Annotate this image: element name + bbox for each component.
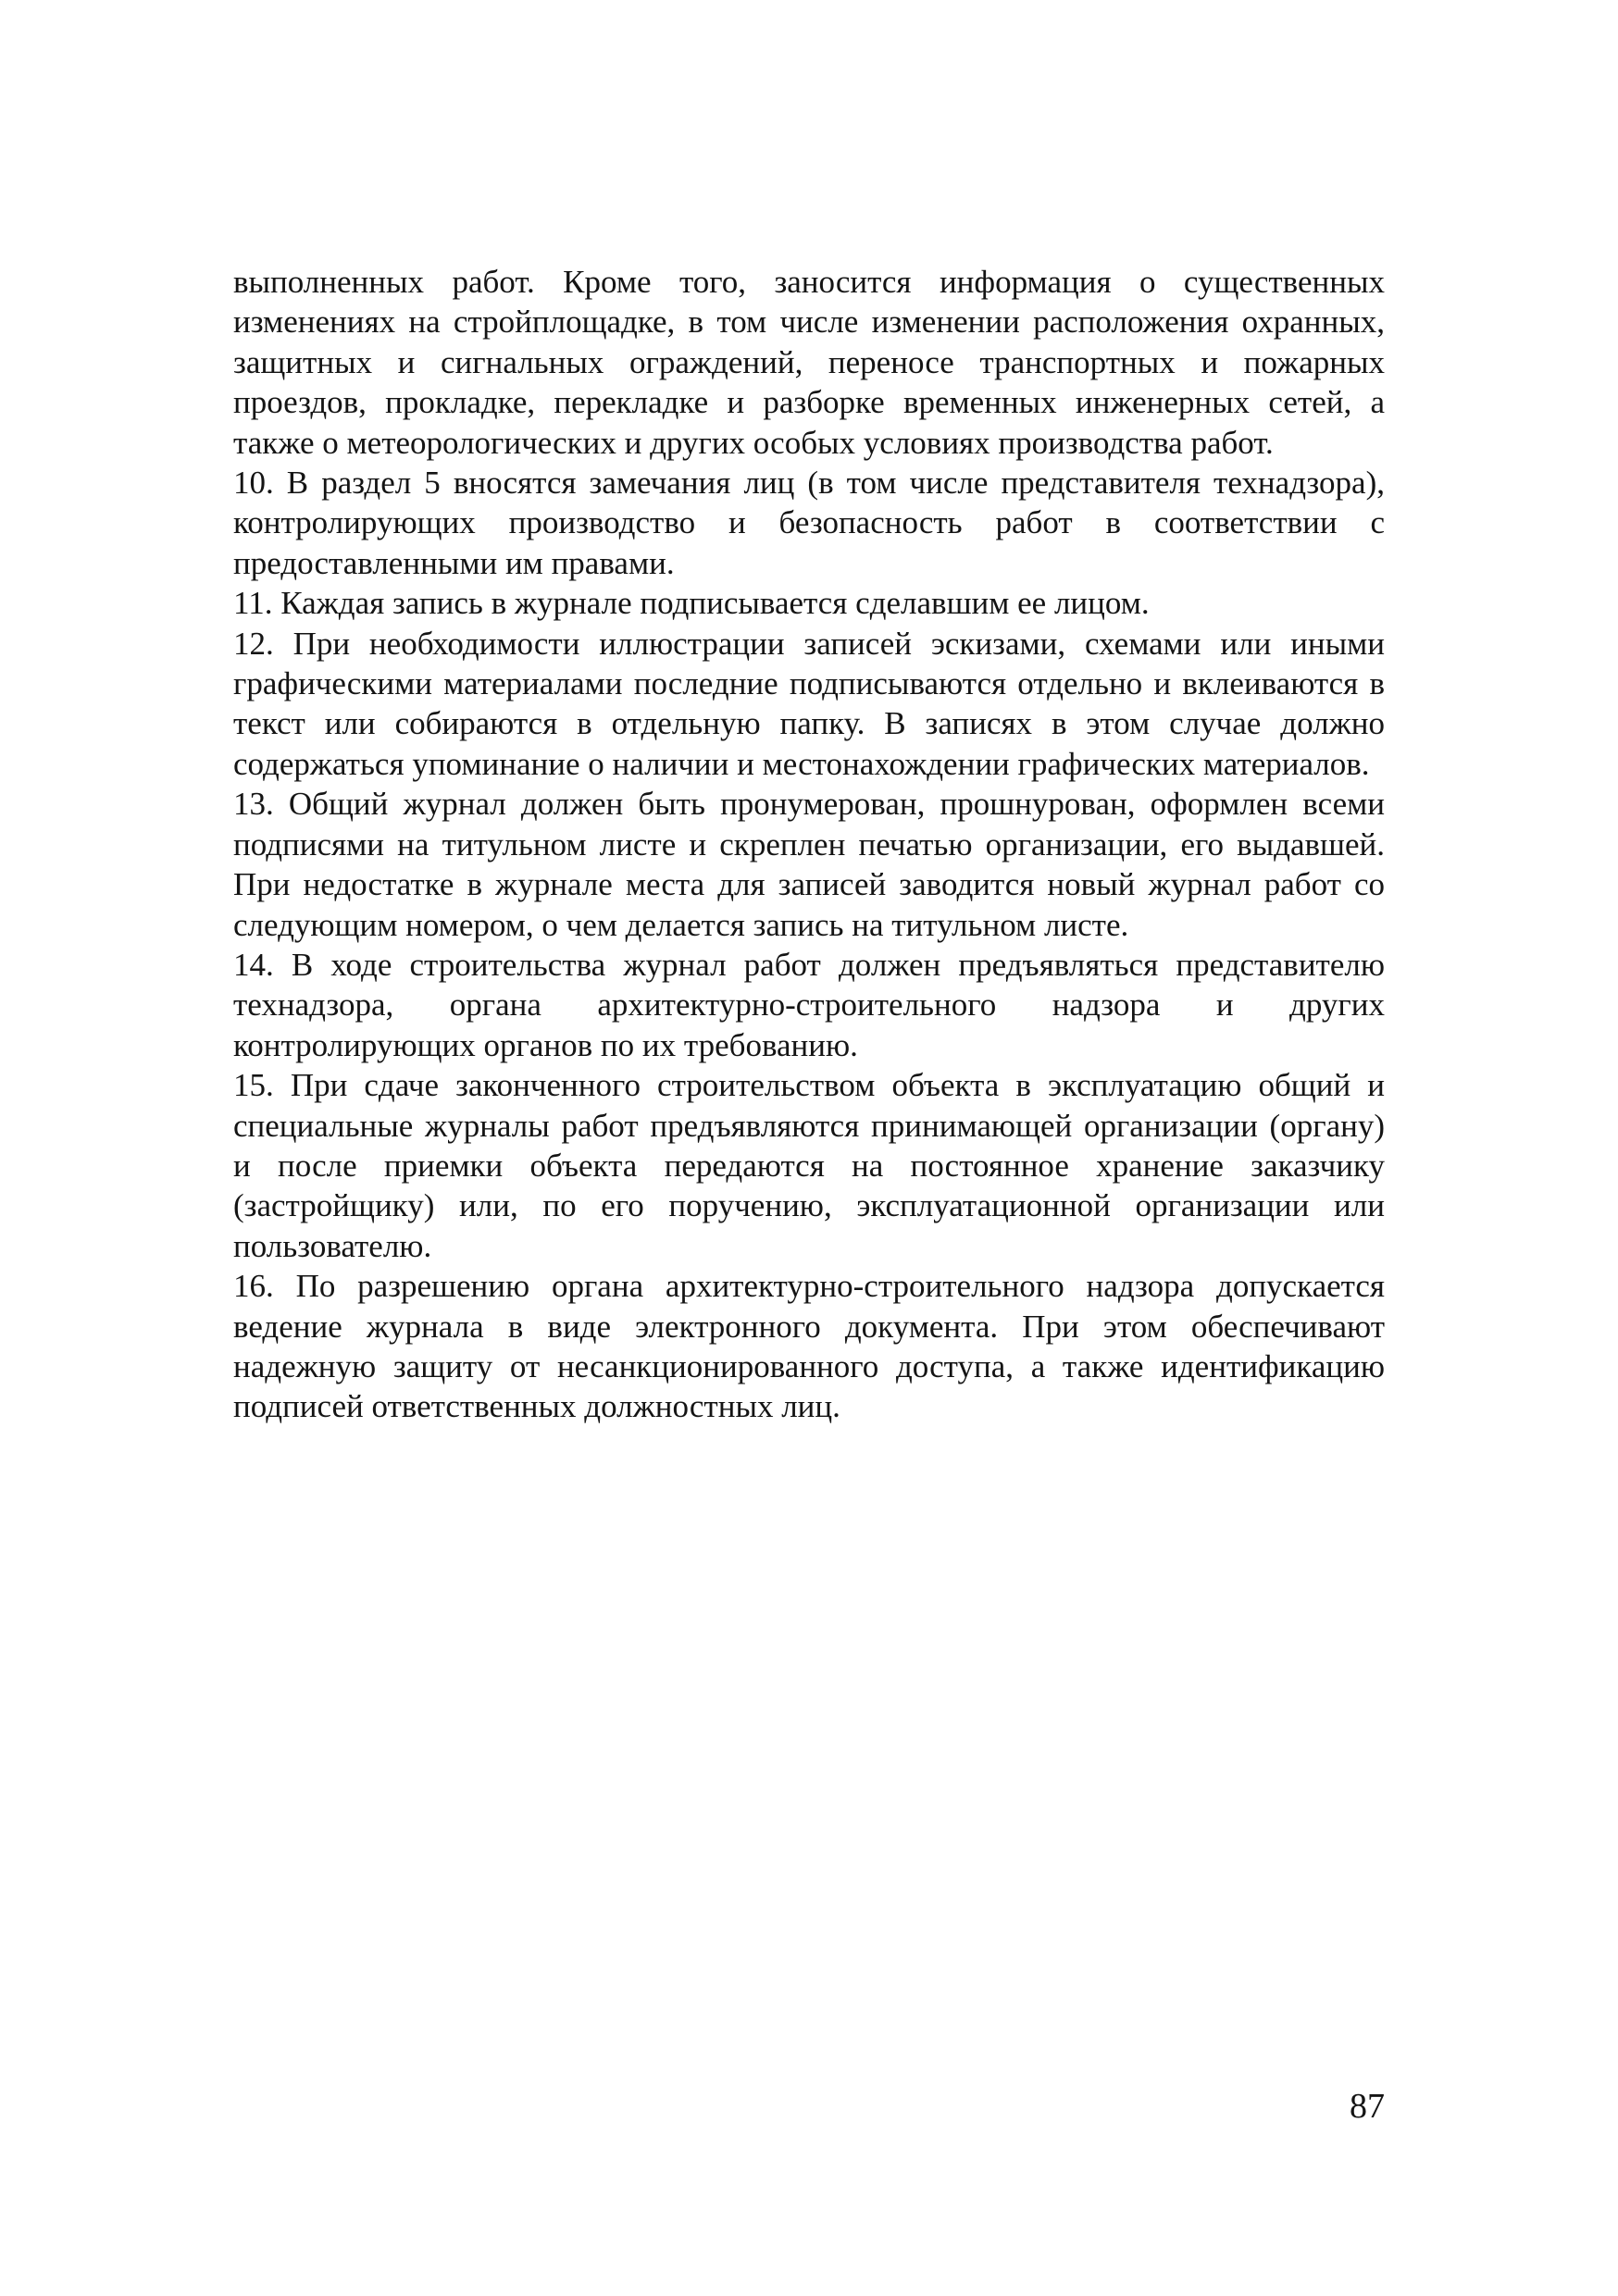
paragraph-item-15: 15. При сдаче законченного строительством объекта в эксплуатацию общий и специальные журналы работ предъявляются принимающей организации (органу) и после приемки объекта передаются на постоянное хранение заказчику (застройщику) или, по его поручению, эксплуатационной организации или пользователю. — [233, 1067, 1385, 1264]
page-number: 87 — [1350, 2087, 1385, 2126]
paragraph-item-10: 10. В раздел 5 вносятся замечания лиц (в том числе представителя технадзора), контролирующих производство и безопасность работ в соответствии с предоставленными им правами. — [233, 465, 1385, 581]
paragraph-item-16: 16. По разрешению органа архитектурно-строительного надзора допускается ведение журнала в виде электронного документа. При этом обеспечивают надежную защиту от несанкционированного доступа, а также идентификацию подписей ответственных должностных лиц. — [233, 1268, 1385, 1425]
paragraph-item-11: 11. Каждая запись в журнале подписывается сделавшим ее лицом. — [233, 585, 1150, 622]
paragraph-item-12: 12. При необходимости иллюстрации записей эскизами, схемами или иными графическими материалами последние подписываются отдельно и вклеиваются в текст или собираются в отдельную папку. В записях в этом случае должно содержаться упоминание о наличии и местонахождении графических материалов. — [233, 625, 1385, 782]
paragraph-item-14: 14. В ходе строительства журнал работ должен предъявляться представителю технадзора, органа архитектурно-строительного надзора и других контролирующих органов по их требованию. — [233, 946, 1385, 1063]
paragraph-item-13: 13. Общий журнал должен быть пронумерован, прошнурован, оформлен всеми подписями на титульном листе и скреплен печатью организации, его выдавшей. При недостатке в журнале места для записей заводится новый журнал работ со следующим номером, о чем делается запись на титульном листе. — [233, 786, 1385, 943]
body-text — [233, 262, 1385, 1427]
paragraph-continuation: выполненных работ. Кроме того, заносится информация о существенных изменениях на стройплощадке, в том числе изменении расположения охранных, защитных и сигнальных ограждений, переносе транспортных и пожарных проездов, прокладке, перекладке и разборке временных инженерных сетей, а также о метеорологических и других особых условиях производства работ. — [233, 264, 1385, 461]
